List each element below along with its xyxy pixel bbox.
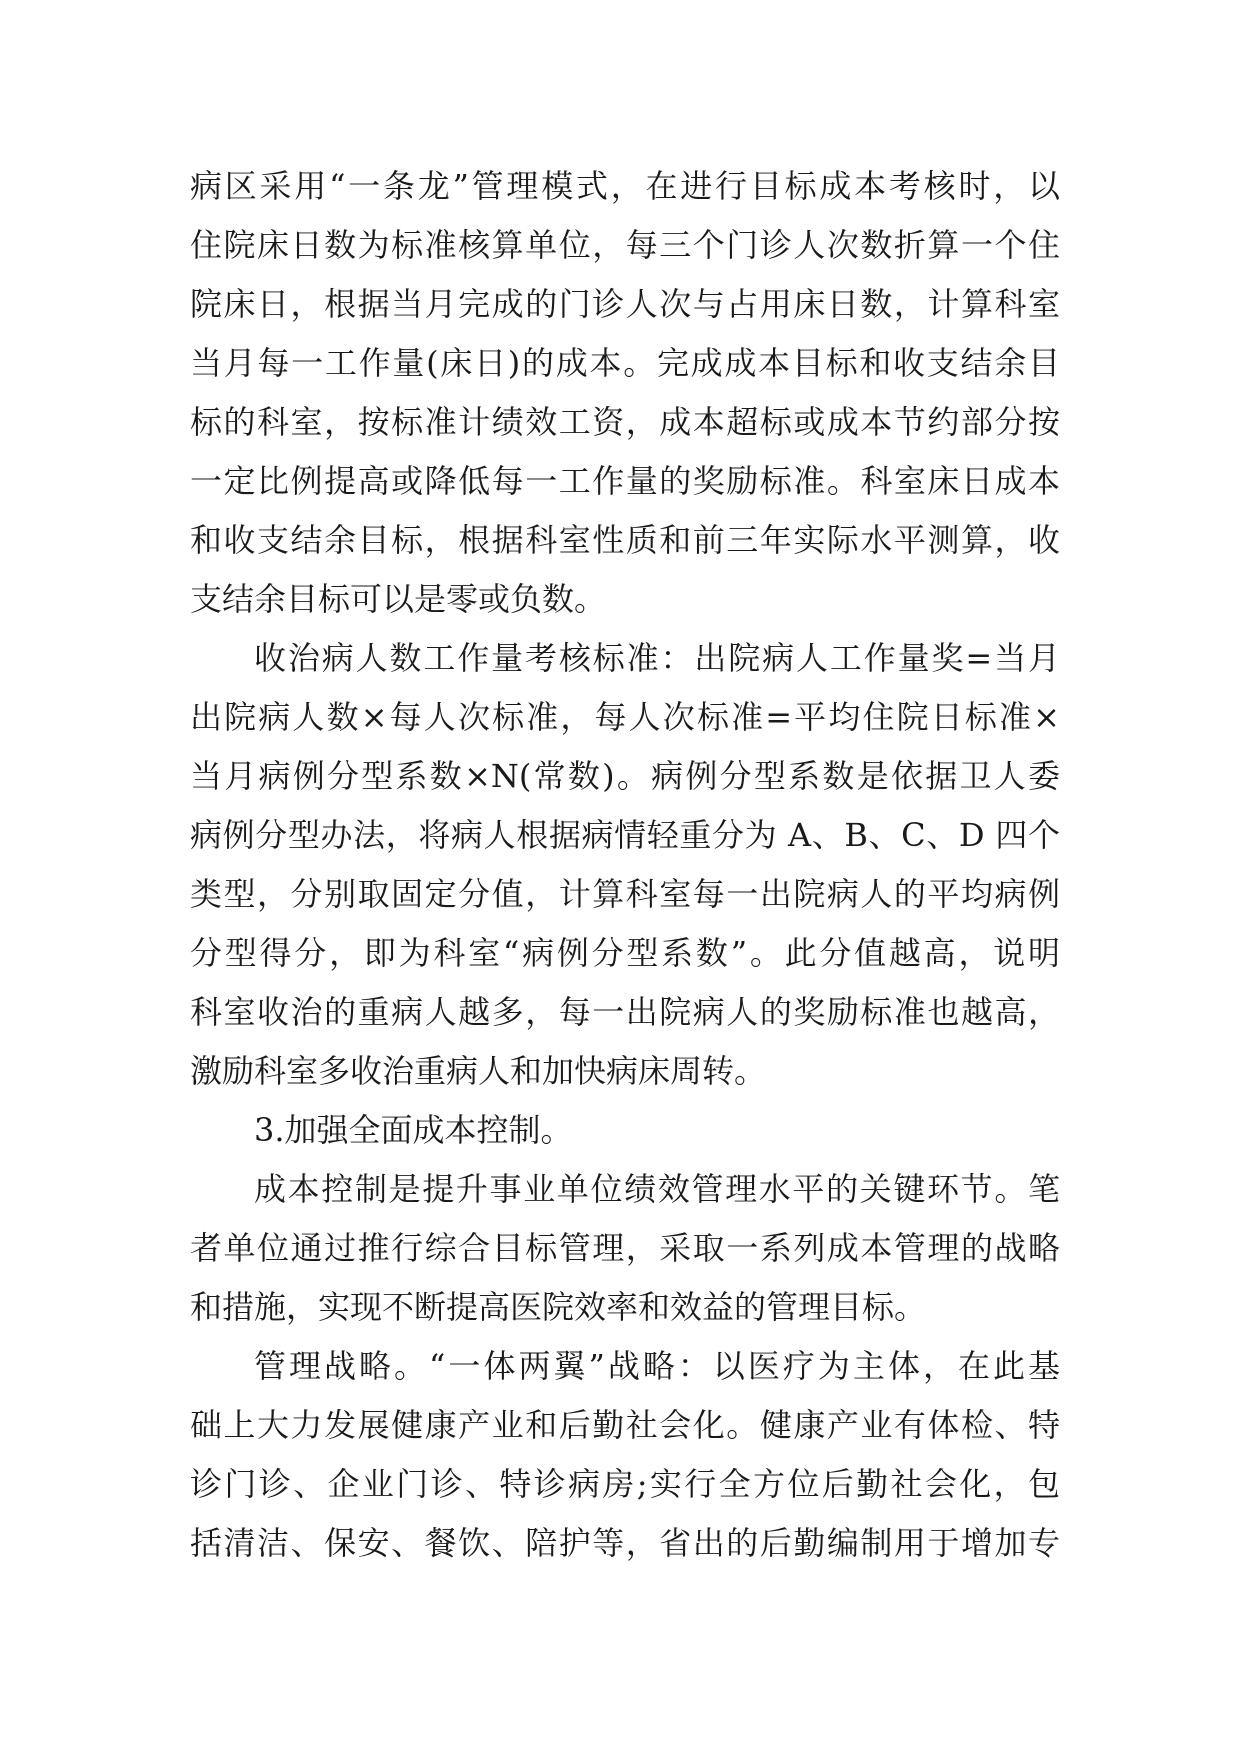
text-line: 类型，分别取固定分值，计算科室每一出院病人的平均病例	[190, 875, 1060, 913]
text-line: 标的科室，按标准计绩效工资，成本超标或成本节约部分按	[190, 403, 1060, 441]
text-line: 分型得分，即为科室“病例分型系数”。此分值越高，说明	[190, 934, 1060, 972]
text-line-indented: 管理战略。“一体两翼”战略：以医疗为主体，在此基	[254, 1347, 1060, 1385]
body-text	[190, 157, 1060, 1573]
text-line: 当月病例分型系数×N(常数)。病例分型系数是依据卫人委	[190, 757, 1060, 795]
text-line: 病区采用“一条龙”管理模式，在进行目标成本考核时，以	[190, 167, 1060, 205]
text-line: 住院床日数为标准核算单位，每三个门诊人次数折算一个住	[190, 226, 1060, 264]
text-line: 院床日，根据当月完成的门诊人次与占用床日数，计算科室	[190, 285, 1060, 323]
text-line: 一定比例提高或降低每一工作量的奖励标准。科室床日成本	[190, 462, 1060, 500]
text-line: 出院病人数×每人次标准，每人次标准=平均住院日标准×	[190, 698, 1060, 736]
text-line: 当月每一工作量(床日)的成本。完成成本目标和收支结余目	[190, 344, 1060, 382]
text-line-end: 支结余目标可以是零或负数。	[190, 580, 607, 618]
text-line: 科室收治的重病人越多，每一出院病人的奖励标准也越高，	[190, 993, 1060, 1031]
text-line: 和收支结余目标，根据科室性质和前三年实际水平测算，收	[190, 521, 1060, 559]
section-heading: 3.加强全面成本控制。	[254, 1111, 573, 1149]
text-line: 者单位通过推行综合目标管理，采取一系列成本管理的战略	[190, 1229, 1060, 1267]
text-line: 括清洁、保安、餐饮、陪护等，省出的后勤编制用于增加专	[190, 1524, 1060, 1562]
text-line-end: 和措施，实现不断提高医院效率和效益的管理目标。	[190, 1288, 927, 1326]
text-line-indented: 成本控制是提升事业单位绩效管理水平的关键环节。笔	[254, 1170, 1060, 1208]
text-line: 础上大力发展健康产业和后勤社会化。健康产业有体检、特	[190, 1406, 1060, 1444]
text-line: 诊门诊、企业门诊、特诊病房;实行全方位后勤社会化，包	[190, 1465, 1060, 1503]
text-line-indented: 收治病人数工作量考核标准：出院病人工作量奖=当月	[254, 639, 1060, 677]
text-line-end: 激励科室多收治重病人和加快病床周转。	[190, 1052, 767, 1090]
text-line: 病例分型办法，将病人根据病情轻重分为 A、B、C、D 四个	[190, 816, 1060, 854]
